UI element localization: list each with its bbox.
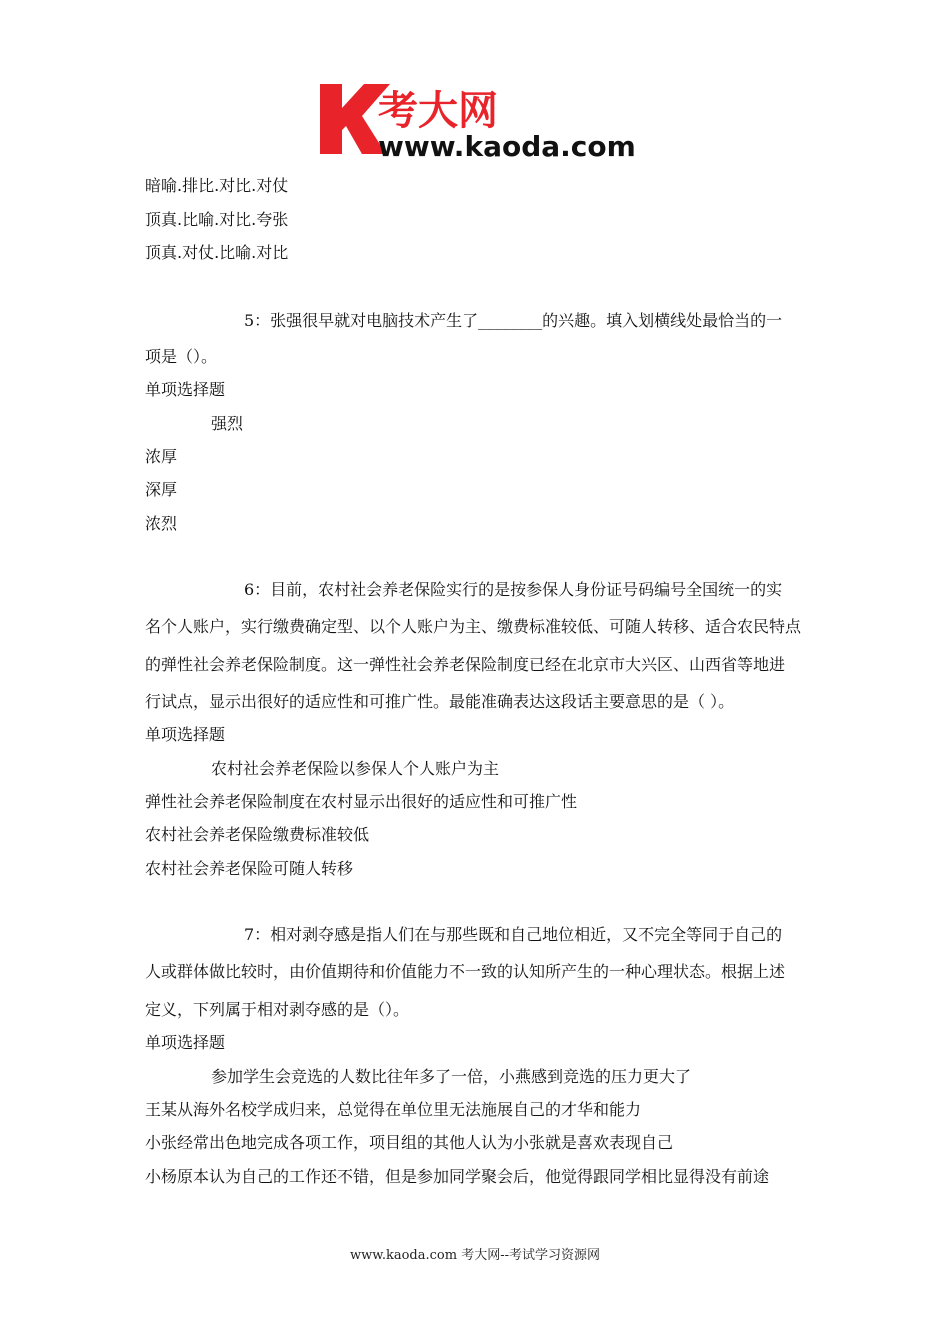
page-footer: www.kaoda.com 考大网--考试学习资源网 — [350, 1248, 600, 1263]
prev-option-c: 顶真.对仗.比喻.对比 — [145, 243, 289, 262]
prev-option-b: 顶真.比喻.对比.夸张 — [145, 210, 289, 229]
q5-stem-line2: 项是（）。 — [145, 347, 218, 366]
q7-stem-line2: 人或群体做比较时，由价值期待和价值能力不一致的认知所产生的一种心理状态。根据上述 — [145, 962, 786, 981]
q6-stem-line2: 名个人账户，实行缴费确定型、以个人账户为主、缴费标准较低、可随人转移、适合农民特点 — [145, 617, 802, 636]
q5-stem-line1: 5：张强很早就对电脑技术产生了________的兴趣。填入划横线处最恰当的一 — [244, 311, 783, 330]
q7-option-c: 小张经常出色地完成各项工作，项目组的其他人认为小张就是喜欢表现自己 — [145, 1133, 674, 1152]
q7-option-b: 王某从海外名校学成归来，总觉得在单位里无法施展自己的才华和能力 — [145, 1100, 642, 1119]
q6-option-b: 弹性社会养老保险制度在农村显示出很好的适应性和可推广性 — [145, 792, 578, 811]
q6-option-c: 农村社会养老保险缴费标准较低 — [145, 825, 370, 844]
q5-option-c: 深厚 — [145, 480, 178, 499]
q7-option-a: 参加学生会竞选的人数比往年多了一倍，小燕感到竞选的压力更大了 — [211, 1067, 692, 1086]
q5-type: 单项选择题 — [145, 380, 226, 399]
kaoda-logo — [318, 78, 638, 160]
q6-stem-line4: 行试点，显示出很好的适应性和可推广性。最能准确表达这段话主要意思的是（ ）。 — [145, 692, 735, 711]
q5-option-d: 浓烈 — [145, 514, 178, 533]
q6-stem-line3: 的弹性社会养老保险制度。这一弹性社会养老保险制度已经在北京市大兴区、山西省等地进 — [145, 655, 786, 674]
q6-type: 单项选择题 — [145, 725, 226, 744]
q7-stem-line1: 7：相对剥夺感是指人们在与那些既和自己地位相近，又不完全等同于自己的 — [244, 925, 783, 944]
q7-type: 单项选择题 — [145, 1033, 226, 1052]
q5-option-b: 浓厚 — [145, 447, 178, 466]
q6-option-d: 农村社会养老保险可随人转移 — [145, 859, 354, 878]
q7-stem-line3: 定义，下列属于相对剥夺感的是（）。 — [145, 1000, 410, 1019]
prev-option-a: 暗喻.排比.对比.对仗 — [145, 176, 289, 195]
q6-stem-line1: 6：目前，农村社会养老保险实行的是按参保人身份证号码编号全国统一的实 — [244, 580, 783, 599]
q6-option-a: 农村社会养老保险以参保人个人账户为主 — [211, 759, 500, 778]
q5-option-a: 强烈 — [211, 414, 244, 433]
logo-url-text: www.kaoda.com — [378, 130, 636, 160]
logo-brand-text: 考大网 — [378, 88, 498, 134]
q7-option-d: 小杨原本认为自己的工作还不错，但是参加同学聚会后，他觉得跟同学相比显得没有前途 — [145, 1167, 770, 1186]
